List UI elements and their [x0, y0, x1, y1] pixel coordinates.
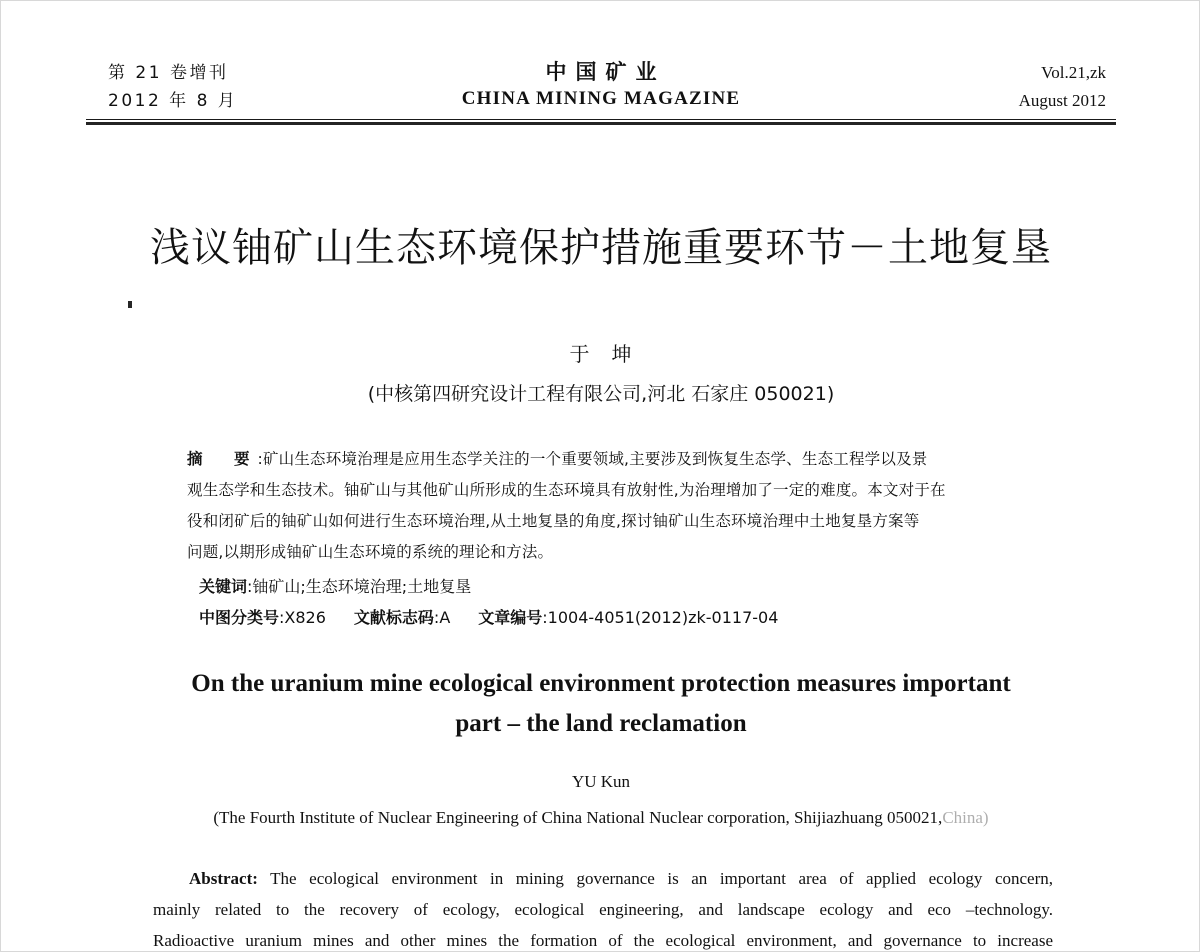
abstract-cn — [187, 444, 1047, 568]
divider-thin-rule — [86, 119, 1116, 120]
keywords-cn-value: :铀矿山;生态环境治理;土地复垦 — [247, 577, 472, 596]
abstract-cn-line — [187, 444, 1047, 475]
article-id-value: :1004-4051(2012)zk-0117-04 — [542, 608, 779, 627]
article-title-cn: 浅议铀矿山生态环境保护措施重要环节－土地复垦 — [150, 225, 1052, 271]
scan-artifact-speck — [128, 301, 132, 308]
volume-issue-cn: 第 21 卷增刊 — [108, 63, 229, 83]
article-title-en-line2: part – the land reclamation — [455, 710, 747, 737]
author-name-cn: 于 坤 — [569, 342, 633, 366]
keywords-cn — [199, 571, 1059, 602]
masthead-right — [1019, 59, 1106, 115]
article-id-label: 文章编号 — [478, 608, 543, 627]
author-affiliation-en-tail: China) — [942, 808, 989, 827]
journal-title-cn: 中国矿业 — [545, 60, 666, 84]
author-affiliation-cn: (中核第四研究设计工程有限公司,河北 石家庄 050021) — [367, 383, 835, 405]
author-affiliation-en-main: (The Fourth Institute of Nuclear Engineering of China National Nuclear corporation, Shijiazhuang 050021, — [213, 808, 943, 827]
abstract-cn-colon: : — [257, 450, 263, 468]
abstract-en-line: mainly related to the recovery of ecology, ecological engineering, and landscape ecology and eco –technology. — [153, 900, 1053, 919]
issue-date-cn: 2012 年 8 月 — [108, 91, 238, 111]
journal-title-en: CHINA MINING MAGAZINE — [461, 88, 741, 109]
abstract-en — [153, 863, 1053, 952]
classification-row — [199, 602, 1059, 633]
masthead — [86, 59, 1116, 117]
abstract-cn-line: 役和闭矿后的铀矿山如何进行生态环境治理,从土地复垦的角度,探讨铀矿山生态环境治理中土地复垦方案等 — [187, 512, 920, 530]
abstract-cn-line: 观生态学和生态技术。铀矿山与其他矿山所形成的生态环境具有放射性,为治理增加了一定的难度。本文对于在 — [187, 481, 946, 499]
abstract-en-text: The ecological environment in mining governance is an important area of applied ecology concern, — [270, 869, 1054, 888]
divider-thick-rule — [86, 122, 1116, 125]
volume-issue-en: Vol.21,zk — [1041, 63, 1106, 82]
article-title-en-line1: On the uranium mine ecological environment protection measures important — [191, 670, 1011, 697]
abstract-en-label: Abstract: — [189, 869, 258, 888]
author-affiliation-en — [1, 804, 1200, 832]
keywords-cn-label: 关键词 — [199, 577, 248, 596]
issue-date-en: August 2012 — [1018, 91, 1106, 110]
document-code-value: :A — [433, 608, 451, 627]
masthead-center — [86, 59, 1116, 112]
metadata-cn — [199, 571, 1059, 633]
abstract-en-line — [153, 863, 1053, 894]
abstract-cn-text: 矿山生态环境治理是应用生态学关注的一个重要领域,主要涉及到恢复生态学、生态工程学以及景 — [262, 450, 928, 468]
clc-number-value: :X826 — [279, 608, 326, 627]
abstract-en-line: Radioactive uranium mines and other mines the formation of the ecological environment, and governance to increase — [153, 931, 1053, 950]
masthead-divider — [86, 119, 1116, 127]
clc-number-label: 中图分类号 — [199, 608, 280, 627]
abstract-cn-label: 摘 要 — [187, 450, 258, 468]
document-code-label: 文献标志码 — [353, 608, 434, 627]
article-title-en — [151, 664, 1051, 744]
abstract-cn-line: 问题,以期形成铀矿山生态环境的系统的理论和方法。 — [187, 543, 554, 561]
author-name-en: YU Kun — [571, 772, 631, 791]
